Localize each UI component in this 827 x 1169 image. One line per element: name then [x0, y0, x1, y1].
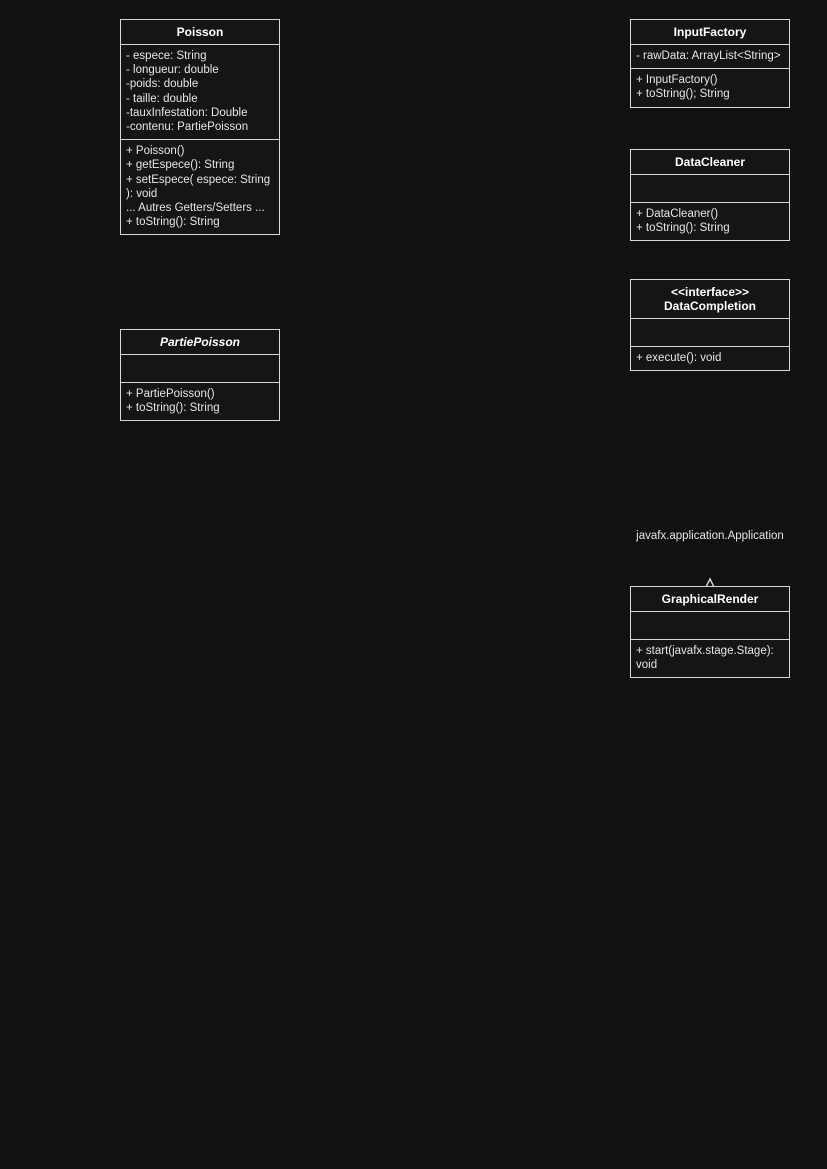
- class-name-datacleaner: DataCleaner: [674, 155, 746, 169]
- attribute-item: - taille: double: [126, 92, 198, 105]
- operation-item: + execute(): void: [636, 352, 722, 364]
- operations-compartment-inputfactory: [631, 68, 789, 106]
- uml-class-partiepoisson[interactable]: [120, 329, 280, 421]
- attributes-compartment-graphicalrender: [631, 611, 789, 639]
- operation-item: + InputFactory(): [636, 74, 718, 87]
- operation-item: + toString(): String: [126, 402, 220, 415]
- uml-class-graphicalrender[interactable]: [630, 586, 790, 678]
- operation-item: ... Autres Getters/Setters ...: [126, 202, 265, 215]
- generalization-triangle-icon: [630, 550, 790, 590]
- class-name-partiepoisson: PartiePoisson: [159, 335, 241, 349]
- operation-item: + Poisson(): [126, 145, 185, 158]
- attribute-item: - espece: String: [126, 50, 207, 62]
- attributes-compartment-datacompletion: [631, 318, 789, 346]
- stereotype-label: <<interface>>: [670, 285, 750, 299]
- attribute-item: - longueur: double: [126, 64, 219, 77]
- operation-item: + toString(): String: [126, 216, 220, 229]
- operations-compartment-poisson: [121, 139, 279, 234]
- generalization-arrow-application: [630, 530, 790, 590]
- uml-interface-datacompletion[interactable]: [630, 279, 790, 371]
- generalization-target-label: javafx.application.Application: [636, 530, 784, 542]
- interface-name: DataCompletion: [663, 299, 756, 313]
- attribute-item: - rawData: ArrayList<String>: [636, 50, 781, 62]
- operations-compartment-datacompletion: [631, 346, 789, 370]
- operation-item: + getEspece(): String: [126, 159, 235, 172]
- operation-item: + toString(); String: [636, 88, 730, 101]
- attribute-item: -contenu: PartiePoisson: [126, 121, 249, 134]
- operations-compartment-partiepoisson: [121, 382, 279, 420]
- class-name-inputfactory: InputFactory: [673, 25, 747, 39]
- operations-compartment-graphicalrender: [631, 639, 789, 677]
- class-name-poisson: Poisson: [176, 25, 224, 39]
- attributes-compartment-partiepoisson: [121, 354, 279, 382]
- class-name-graphicalrender: GraphicalRender: [661, 592, 759, 606]
- uml-class-inputfactory[interactable]: [630, 19, 790, 108]
- operation-item: + start(javafx.stage.Stage): void: [636, 645, 777, 672]
- attribute-item: -tauxInfestation: Double: [126, 106, 248, 119]
- attributes-compartment-inputfactory: [631, 44, 789, 68]
- attribute-item: -poids: double: [126, 78, 199, 91]
- operations-compartment-datacleaner: [631, 202, 789, 240]
- operation-item: + setEspece( espece: String ): void: [126, 173, 274, 200]
- operation-item: + PartiePoisson(): [126, 388, 215, 400]
- uml-class-poisson[interactable]: [120, 19, 280, 235]
- operation-item: + toString(): String: [636, 222, 730, 235]
- operation-item: + DataCleaner(): [636, 208, 719, 220]
- class-name-datacompletion: [631, 280, 789, 318]
- attributes-compartment-poisson: [121, 44, 279, 139]
- uml-class-datacleaner[interactable]: [630, 149, 790, 241]
- attributes-compartment-datacleaner: [631, 174, 789, 202]
